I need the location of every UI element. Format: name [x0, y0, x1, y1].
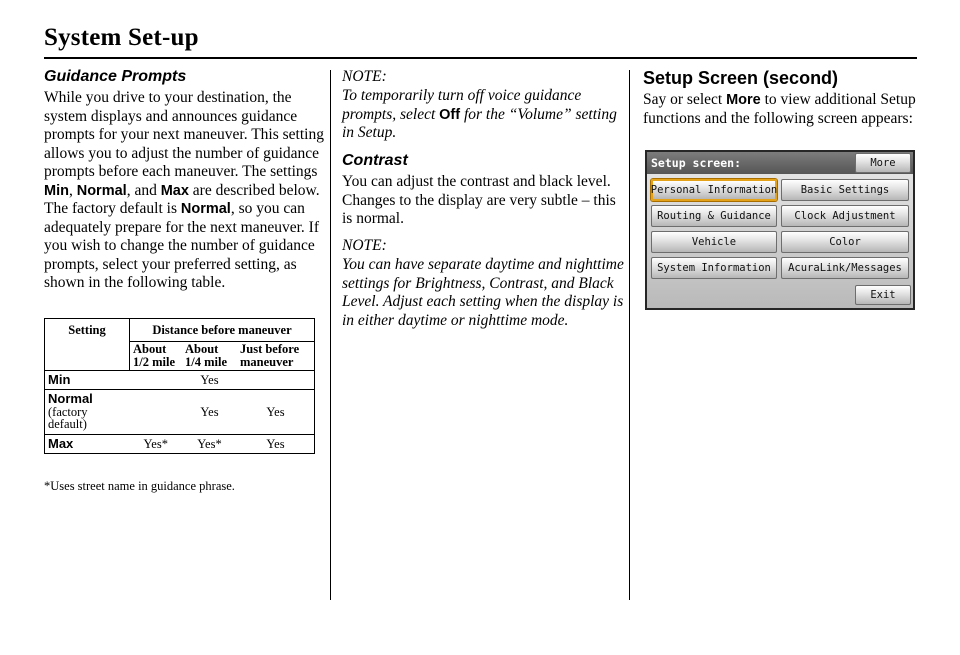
- table-cell: Yes: [182, 390, 237, 435]
- clock-adjustment-button[interactable]: Clock Adjustment: [781, 205, 909, 227]
- guidance-settings-table: [44, 318, 315, 454]
- column-divider-2: [629, 70, 630, 600]
- acuralink-messages-button[interactable]: AcuraLink/Messages: [781, 257, 909, 279]
- keyword-more: More: [726, 92, 761, 108]
- table-cell: [237, 371, 315, 390]
- gp-text-part-3: , so you can adequately prepare for the next maneuver. If you wish to change the number of guidance prompts, select your preferred setting, as shown in the following table.: [44, 200, 319, 291]
- table-row-label: [45, 371, 130, 390]
- routing-guidance-button[interactable]: Routing & Guidance: [651, 205, 777, 227]
- gp-sep-1: ,: [68, 181, 77, 199]
- row-note-factory-default: (factory default): [48, 405, 88, 431]
- table-row: [45, 371, 315, 390]
- note-label: NOTE:: [342, 68, 387, 85]
- contrast-text: You can adjust the contrast and black level. Changes to the display are very subtle – this is normal.: [342, 173, 616, 227]
- guidance-prompts-text: [44, 89, 324, 293]
- basic-settings-button[interactable]: Basic Settings: [781, 179, 909, 201]
- setup-screen-heading: Setup Screen (second): [643, 68, 839, 88]
- table-cell: Yes*: [130, 435, 183, 454]
- vehicle-button[interactable]: Vehicle: [651, 231, 777, 253]
- table-row: [45, 390, 315, 435]
- table-cell: [130, 390, 183, 435]
- table-cell: [130, 371, 183, 390]
- contrast-heading: Contrast: [342, 152, 408, 169]
- more-button[interactable]: More: [855, 153, 911, 173]
- note1-text-pre: To temporarily turn off voice guidance prompts, select: [342, 87, 582, 123]
- table-row-label: [45, 435, 130, 454]
- row-label-normal: Normal: [48, 391, 93, 406]
- note-voice-guidance: [342, 87, 624, 143]
- keyword-max: Max: [160, 182, 189, 199]
- color-button[interactable]: Color: [781, 231, 909, 253]
- setup-screen-image: [645, 150, 915, 310]
- keyword-off: Off: [439, 106, 461, 123]
- table-cell: Yes: [237, 390, 315, 435]
- personal-information-button[interactable]: Personal Information: [651, 179, 777, 201]
- row-label-max: Max: [48, 436, 74, 451]
- setup-screen-text: [643, 91, 918, 128]
- table-cell: Yes: [237, 435, 315, 454]
- table-footnote: *Uses street name in guidance phrase.: [44, 479, 235, 493]
- table-row-label: [45, 390, 130, 435]
- setup-text-pre: Say or select: [643, 91, 727, 108]
- table-row: [45, 435, 315, 454]
- note-label: NOTE:: [342, 237, 387, 254]
- gp-sep-2: , and: [126, 181, 161, 199]
- exit-button[interactable]: Exit: [855, 285, 911, 305]
- guidance-prompts-heading: Guidance Prompts: [44, 68, 187, 85]
- title-rule: [44, 57, 917, 59]
- table-subheader-half-mile: About 1/2 mile: [130, 342, 183, 371]
- screen-title: Setup screen:: [651, 156, 742, 170]
- keyword-min: Min: [44, 182, 69, 199]
- table-header-setting: Setting: [45, 319, 130, 371]
- row-label-min: Min: [48, 372, 71, 387]
- table-cell: Yes: [182, 371, 237, 390]
- gp-text-part-1: While you drive to your destination, the system displays and announces guidance prompts for your next maneuver. This setting allows you to adjust the number of guidance prompts before each maneuver. The settings: [44, 89, 324, 180]
- keyword-normal: Normal: [76, 182, 127, 199]
- table-cell: Yes*: [182, 435, 237, 454]
- setup-screen-panel: [647, 152, 913, 308]
- page-title: System Set-up: [44, 24, 199, 51]
- column-divider-1: [330, 70, 331, 600]
- table-header-distance: Distance before maneuver: [130, 319, 315, 342]
- system-information-button[interactable]: System Information: [651, 257, 777, 279]
- keyword-normal-default: Normal: [180, 201, 231, 217]
- note1-text-post: for the “Volume” setting in Setup.: [342, 105, 617, 141]
- gp-text-part-2: are described below. The factory default is: [44, 181, 320, 217]
- note-day-night-settings: You can have separate daytime and nighttime settings for Brightness, Contrast, and Black Level. Adjust each setting when the display is in either daytime or nighttime mode.: [342, 256, 624, 329]
- table-subheader-just-before: Just before maneuver: [237, 342, 315, 371]
- table-subheader-quarter-mile: About 1/4 mile: [182, 342, 237, 371]
- setup-text-post: to view additional Setup functions and the following screen appears:: [643, 91, 916, 127]
